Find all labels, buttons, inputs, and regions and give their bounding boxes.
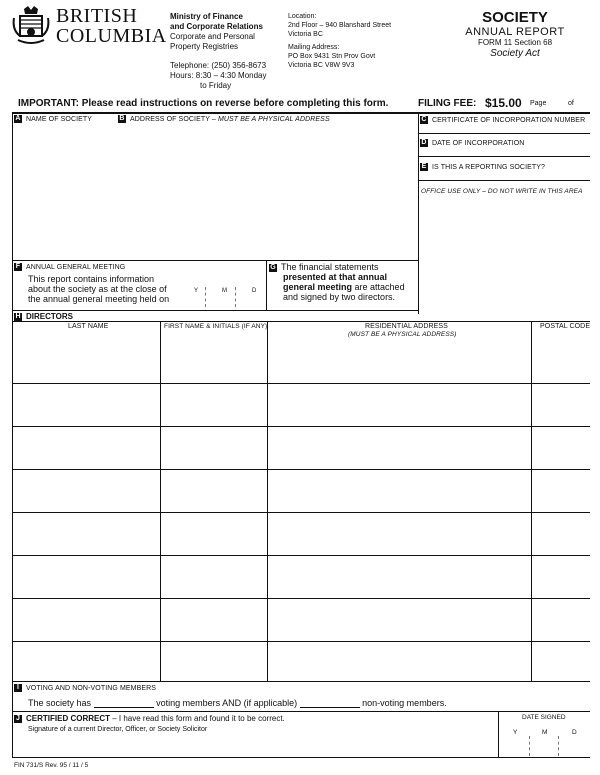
- incorporation-date-field[interactable]: [430, 147, 588, 155]
- form-title-block: SOCIETY ANNUAL REPORT FORM 11 Section 68 Society Act: [465, 9, 565, 59]
- date-signed-label: DATE SIGNED: [522, 714, 566, 721]
- filing-fee-amount: $15.00: [485, 96, 522, 110]
- section-j-label: J CERTIFIED CORRECT – I have read this form and found it to be correct.: [14, 714, 285, 723]
- page-of-label: of: [568, 100, 574, 107]
- voting-members-field[interactable]: [94, 697, 154, 708]
- section-c-label: C CERTIFICATE OF INCORPORATION NUMBER: [421, 116, 586, 124]
- page-label: Page: [530, 100, 547, 107]
- location-info: Location: 2nd Floor – 940 Blanshard Street Victoria BC Mailing Address: PO Box 9431 Stn Prov Govt Victoria BC V8W 9V3: [288, 13, 392, 69]
- section-e-label: E IS THIS A REPORTING SOCIETY?: [421, 163, 546, 171]
- form-revision-footer: FIN 731/S Rev. 95 / 11 / 5: [14, 762, 89, 769]
- reporting-society-field[interactable]: [430, 171, 588, 179]
- section-h-label: H DIRECTORS: [15, 312, 73, 321]
- filing-fee-label: FILING FEE:: [418, 98, 477, 109]
- section-b-label: B ADDRESS OF SOCIETY – MUST BE A PHYSICAL ADDRESS: [119, 115, 330, 123]
- col-postal-code: POSTAL CODE: [540, 323, 591, 330]
- office-use-label: OFFICE USE ONLY – DO NOT WRITE IN THIS AREA: [421, 188, 583, 195]
- bc-crest-logo: [12, 6, 50, 48]
- ministry-info: Ministry of Finance and Corporate Relations Corporate and Personal Property Registries Telephone: (250) 356-8673 Hours: 8:30 – 4:30 Monday to Friday: [170, 12, 267, 90]
- col-first-name: FIRST NAME & INITIALS (IF ANY): [164, 323, 268, 330]
- society-address-field[interactable]: [118, 126, 414, 258]
- section-g-block: G The financial statements presented at that annual general meeting are attached and signed by two directors.: [270, 262, 405, 302]
- society-name-field[interactable]: [14, 126, 114, 258]
- section-a-label: A NAME OF SOCIETY: [15, 115, 93, 123]
- date-signed-field[interactable]: Y M D: [513, 729, 577, 736]
- section-i-label: I VOTING AND NON-VOTING MEMBERS: [14, 684, 156, 692]
- important-notice: IMPORTANT: Please read instructions on reverse before completing this form.: [18, 98, 389, 109]
- section-d-label: D DATE OF INCORPORATION: [421, 139, 525, 147]
- signature-field[interactable]: [28, 736, 493, 756]
- bc-wordmark: BRITISH COLUMBIA: [56, 5, 167, 47]
- agm-text: This report contains information about the society as at the close of the annual general meeting held on: [28, 274, 170, 304]
- signature-caption: Signature of a current Director, Officer, or Society Solicitor: [28, 726, 208, 733]
- col-address-note: (MUST BE A PHYSICAL ADDRESS): [348, 331, 457, 338]
- members-line: The society has voting members AND (if applicable) non-voting members.: [28, 698, 447, 708]
- section-f-label: F ANNUAL GENERAL MEETING: [15, 263, 126, 271]
- incorporation-number-field[interactable]: [430, 124, 588, 132]
- non-voting-members-field[interactable]: [300, 697, 360, 708]
- col-last-name: LAST NAME: [68, 323, 109, 330]
- directors-table[interactable]: [13, 340, 589, 680]
- col-residential-address: RESIDENTIAL ADDRESS: [365, 323, 448, 330]
- agm-date-field[interactable]: Y M D: [194, 288, 257, 294]
